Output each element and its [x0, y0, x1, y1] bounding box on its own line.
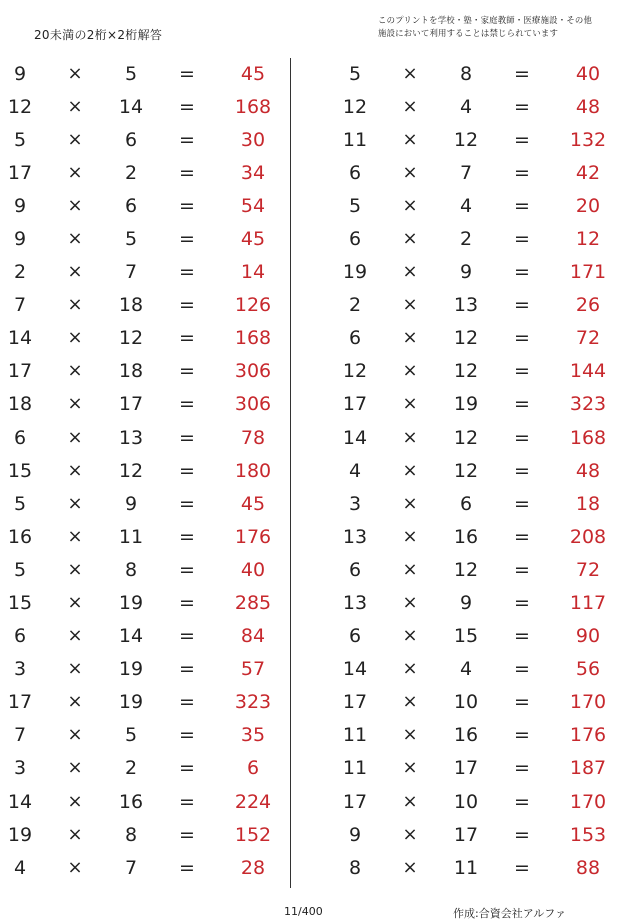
notice-line-1: このプリントを学校・塾・家庭教師・医療施設・その他 [378, 15, 593, 25]
answer: 170 [569, 790, 607, 813]
equals-sign: = [179, 128, 195, 151]
notice-line-2: 施設において利用することは禁じられています [378, 28, 559, 38]
multiplicand: 3 [348, 492, 362, 515]
answer: 170 [569, 691, 607, 714]
multiplicand: 17 [342, 393, 368, 416]
times-sign: × [402, 459, 418, 481]
equals-sign: = [514, 625, 530, 648]
multiplier: 7 [124, 856, 138, 879]
answer: 30 [240, 128, 266, 151]
equals-sign: = [514, 194, 530, 217]
multiplicand: 11 [342, 724, 368, 747]
answer: 14 [240, 261, 266, 284]
multiplicand: 5 [13, 128, 27, 151]
equals-sign: = [179, 459, 195, 482]
times-sign: × [67, 592, 83, 613]
multiplier: 8 [124, 558, 138, 581]
times-sign: × [402, 823, 418, 845]
answer: 26 [575, 294, 601, 317]
times-sign: × [402, 856, 418, 878]
times-sign: × [67, 525, 83, 547]
multiplier: 2 [124, 757, 138, 780]
multiplicand: 14 [7, 327, 33, 350]
multiplicand: 4 [348, 459, 362, 482]
equals-sign: = [514, 823, 530, 846]
times-sign: × [402, 558, 418, 580]
answer: 153 [569, 823, 607, 846]
multiplicand: 7 [13, 294, 27, 317]
times-sign: × [402, 691, 418, 713]
equals-sign: = [179, 525, 195, 548]
multiplicand: 6 [348, 227, 362, 250]
times-sign: × [402, 757, 418, 779]
multiplicand: 18 [7, 393, 33, 416]
times-sign: × [67, 757, 83, 779]
multiplier: 7 [459, 161, 473, 184]
multiplicand: 5 [13, 558, 27, 581]
multiplicand: 12 [7, 95, 33, 118]
times-sign: × [67, 360, 83, 382]
multiplier: 5 [124, 724, 138, 747]
equals-sign: = [514, 691, 530, 714]
equals-sign: = [514, 393, 530, 416]
multiplier: 6 [124, 194, 138, 217]
multiplier: 9 [124, 492, 138, 515]
answer: 54 [240, 194, 266, 217]
multiplier: 9 [459, 261, 473, 284]
multiplicand: 17 [7, 360, 33, 383]
answer: 180 [234, 459, 272, 482]
multiplicand: 2 [13, 261, 27, 284]
answer: 126 [234, 294, 272, 317]
answer: 45 [240, 492, 266, 515]
equals-sign: = [514, 128, 530, 151]
multiplicand: 16 [7, 525, 33, 548]
equals-sign: = [514, 790, 530, 813]
multiplier: 16 [453, 724, 479, 747]
equals-sign: = [514, 856, 530, 879]
multiplier: 5 [124, 227, 138, 250]
answer: 45 [240, 227, 266, 250]
answer: 56 [575, 658, 601, 681]
times-sign: × [67, 327, 83, 349]
multiplier: 4 [459, 658, 473, 681]
multiplicand: 17 [7, 161, 33, 184]
multiplier: 12 [453, 128, 479, 151]
answer: 72 [575, 558, 601, 581]
equals-sign: = [179, 261, 195, 284]
page-number: 11/400 [284, 905, 323, 918]
multiplicand: 19 [7, 823, 33, 846]
multiplicand: 6 [348, 625, 362, 648]
equals-sign: = [514, 261, 530, 284]
multiplicand: 4 [13, 856, 27, 879]
equals-sign: = [514, 426, 530, 449]
equals-sign: = [179, 592, 195, 614]
answer: 117 [569, 592, 607, 614]
equals-sign: = [179, 724, 195, 747]
answer: 306 [234, 393, 272, 416]
answer: 90 [575, 625, 601, 648]
answer: 187 [569, 757, 607, 780]
equals-sign: = [179, 360, 195, 383]
times-sign: × [402, 161, 418, 183]
times-sign: × [402, 393, 418, 415]
multiplier: 2 [459, 227, 473, 250]
answer: 72 [575, 327, 601, 350]
multiplier: 11 [118, 525, 144, 548]
equals-sign: = [179, 658, 195, 681]
times-sign: × [67, 790, 83, 812]
column-divider [290, 58, 291, 888]
times-sign: × [67, 823, 83, 845]
multiplier: 9 [459, 592, 473, 614]
answer: 168 [234, 327, 272, 350]
times-sign: × [402, 360, 418, 382]
equals-sign: = [179, 426, 195, 449]
multiplier: 17 [453, 823, 479, 846]
multiplicand: 6 [348, 327, 362, 350]
multiplier: 12 [453, 360, 479, 383]
multiplier: 2 [124, 161, 138, 184]
equals-sign: = [179, 227, 195, 250]
multiplier: 17 [453, 757, 479, 780]
equals-sign: = [514, 525, 530, 548]
equals-sign: = [179, 393, 195, 416]
times-sign: × [67, 492, 83, 514]
multiplicand: 12 [342, 95, 368, 118]
answer: 6 [246, 757, 260, 780]
multiplier: 13 [453, 294, 479, 317]
multiplier: 16 [453, 525, 479, 548]
multiplier: 11 [453, 856, 479, 879]
answer: 40 [240, 558, 266, 581]
times-sign: × [67, 658, 83, 680]
equals-sign: = [179, 294, 195, 317]
answer: 323 [569, 393, 607, 416]
answer: 323 [234, 691, 272, 714]
multiplier: 19 [118, 691, 144, 714]
times-sign: × [402, 294, 418, 316]
multiplicand: 7 [13, 724, 27, 747]
multiplicand: 5 [348, 194, 362, 217]
multiplier: 12 [453, 327, 479, 350]
multiplier: 17 [118, 393, 144, 416]
equals-sign: = [179, 194, 195, 217]
times-sign: × [402, 658, 418, 680]
answer: 132 [569, 128, 607, 151]
times-sign: × [67, 426, 83, 448]
multiplier: 14 [118, 625, 144, 648]
equals-sign: = [179, 790, 195, 813]
multiplicand: 6 [13, 625, 27, 648]
answer: 176 [569, 724, 607, 747]
times-sign: × [402, 525, 418, 547]
times-sign: × [402, 62, 418, 84]
times-sign: × [402, 227, 418, 249]
times-sign: × [67, 724, 83, 746]
answer: 88 [575, 856, 601, 879]
multiplicand: 6 [348, 161, 362, 184]
equals-sign: = [514, 294, 530, 317]
multiplier: 13 [118, 426, 144, 449]
answer: 48 [575, 95, 601, 118]
times-sign: × [67, 161, 83, 183]
multiplicand: 9 [13, 227, 27, 250]
multiplicand: 5 [348, 62, 362, 85]
times-sign: × [67, 558, 83, 580]
multiplier: 14 [118, 95, 144, 118]
times-sign: × [402, 790, 418, 812]
multiplier: 12 [118, 459, 144, 482]
answer: 78 [240, 426, 266, 449]
equals-sign: = [514, 459, 530, 482]
equals-sign: = [179, 757, 195, 780]
multiplicand: 11 [342, 757, 368, 780]
multiplicand: 19 [342, 261, 368, 284]
multiplicand: 6 [13, 426, 27, 449]
multiplier: 18 [118, 294, 144, 317]
times-sign: × [67, 261, 83, 283]
multiplicand: 15 [7, 459, 33, 482]
equals-sign: = [514, 62, 530, 85]
multiplier: 12 [118, 327, 144, 350]
answer: 171 [569, 261, 607, 284]
times-sign: × [67, 194, 83, 216]
multiplicand: 2 [348, 294, 362, 317]
times-sign: × [402, 724, 418, 746]
equals-sign: = [514, 95, 530, 118]
multiplier: 7 [124, 261, 138, 284]
equals-sign: = [179, 161, 195, 184]
answer: 18 [575, 492, 601, 515]
multiplier: 19 [453, 393, 479, 416]
times-sign: × [67, 227, 83, 249]
multiplicand: 12 [342, 360, 368, 383]
times-sign: × [402, 327, 418, 349]
answer: 208 [569, 525, 607, 548]
worksheet-title: 20未満の2桁×2桁解答 [34, 28, 163, 42]
equals-sign: = [514, 360, 530, 383]
multiplicand: 15 [7, 592, 33, 614]
answer: 306 [234, 360, 272, 383]
answer: 45 [240, 62, 266, 85]
multiplier: 19 [118, 592, 144, 614]
multiplier: 12 [453, 459, 479, 482]
usage-notice [378, 14, 633, 40]
multiplicand: 3 [13, 658, 27, 681]
answer: 28 [240, 856, 266, 879]
equals-sign: = [179, 492, 195, 515]
multiplicand: 11 [342, 128, 368, 151]
multiplicand: 3 [13, 757, 27, 780]
equals-sign: = [179, 856, 195, 879]
times-sign: × [402, 592, 418, 613]
multiplicand: 5 [13, 492, 27, 515]
answer: 144 [569, 360, 607, 383]
multiplicand: 17 [7, 691, 33, 714]
times-sign: × [67, 856, 83, 878]
multiplier: 8 [124, 823, 138, 846]
times-sign: × [402, 95, 418, 117]
equals-sign: = [179, 823, 195, 846]
times-sign: × [67, 691, 83, 713]
equals-sign: = [514, 492, 530, 515]
times-sign: × [402, 625, 418, 647]
multiplicand: 17 [342, 691, 368, 714]
times-sign: × [402, 261, 418, 283]
answer: 176 [234, 525, 272, 548]
times-sign: × [67, 294, 83, 316]
times-sign: × [67, 459, 83, 481]
multiplier: 4 [459, 194, 473, 217]
multiplier: 6 [459, 492, 473, 515]
answer: 12 [575, 227, 601, 250]
multiplier: 4 [459, 95, 473, 118]
answer: 152 [234, 823, 272, 846]
multiplicand: 13 [342, 592, 368, 614]
equals-sign: = [514, 327, 530, 350]
multiplier: 12 [453, 558, 479, 581]
times-sign: × [402, 128, 418, 150]
multiplicand: 13 [342, 525, 368, 548]
equals-sign: = [514, 592, 530, 614]
equals-sign: = [179, 62, 195, 85]
equals-sign: = [179, 558, 195, 581]
answer: 285 [234, 592, 272, 614]
multiplicand: 8 [348, 856, 362, 879]
answer: 48 [575, 459, 601, 482]
equals-sign: = [179, 625, 195, 648]
equals-sign: = [514, 161, 530, 184]
multiplier: 8 [459, 62, 473, 85]
equals-sign: = [179, 691, 195, 714]
answer: 42 [575, 161, 601, 184]
multiplier: 12 [453, 426, 479, 449]
multiplier: 10 [453, 790, 479, 813]
answer: 20 [575, 194, 601, 217]
multiplicand: 9 [13, 62, 27, 85]
equals-sign: = [514, 658, 530, 681]
multiplicand: 14 [342, 658, 368, 681]
author-credit: 作成:合資会社アルファ [453, 907, 567, 920]
answer: 34 [240, 161, 266, 184]
multiplier: 6 [124, 128, 138, 151]
equals-sign: = [514, 757, 530, 780]
equals-sign: = [179, 327, 195, 350]
times-sign: × [67, 393, 83, 415]
answer: 224 [234, 790, 272, 813]
answer: 40 [575, 62, 601, 85]
multiplier: 10 [453, 691, 479, 714]
times-sign: × [67, 128, 83, 150]
equals-sign: = [514, 724, 530, 747]
multiplicand: 17 [342, 790, 368, 813]
answer: 57 [240, 658, 266, 681]
multiplicand: 6 [348, 558, 362, 581]
times-sign: × [67, 95, 83, 117]
answer: 168 [569, 426, 607, 449]
times-sign: × [67, 625, 83, 647]
answer: 168 [234, 95, 272, 118]
times-sign: × [67, 62, 83, 84]
multiplier: 5 [124, 62, 138, 85]
equals-sign: = [179, 95, 195, 118]
times-sign: × [402, 426, 418, 448]
multiplicand: 14 [342, 426, 368, 449]
times-sign: × [402, 492, 418, 514]
multiplier: 19 [118, 658, 144, 681]
equals-sign: = [514, 558, 530, 581]
multiplicand: 9 [348, 823, 362, 846]
multiplier: 15 [453, 625, 479, 648]
answer: 35 [240, 724, 266, 747]
times-sign: × [402, 194, 418, 216]
multiplier: 16 [118, 790, 144, 813]
multiplicand: 14 [7, 790, 33, 813]
equals-sign: = [514, 227, 530, 250]
multiplier: 18 [118, 360, 144, 383]
multiplicand: 9 [13, 194, 27, 217]
answer: 84 [240, 625, 266, 648]
